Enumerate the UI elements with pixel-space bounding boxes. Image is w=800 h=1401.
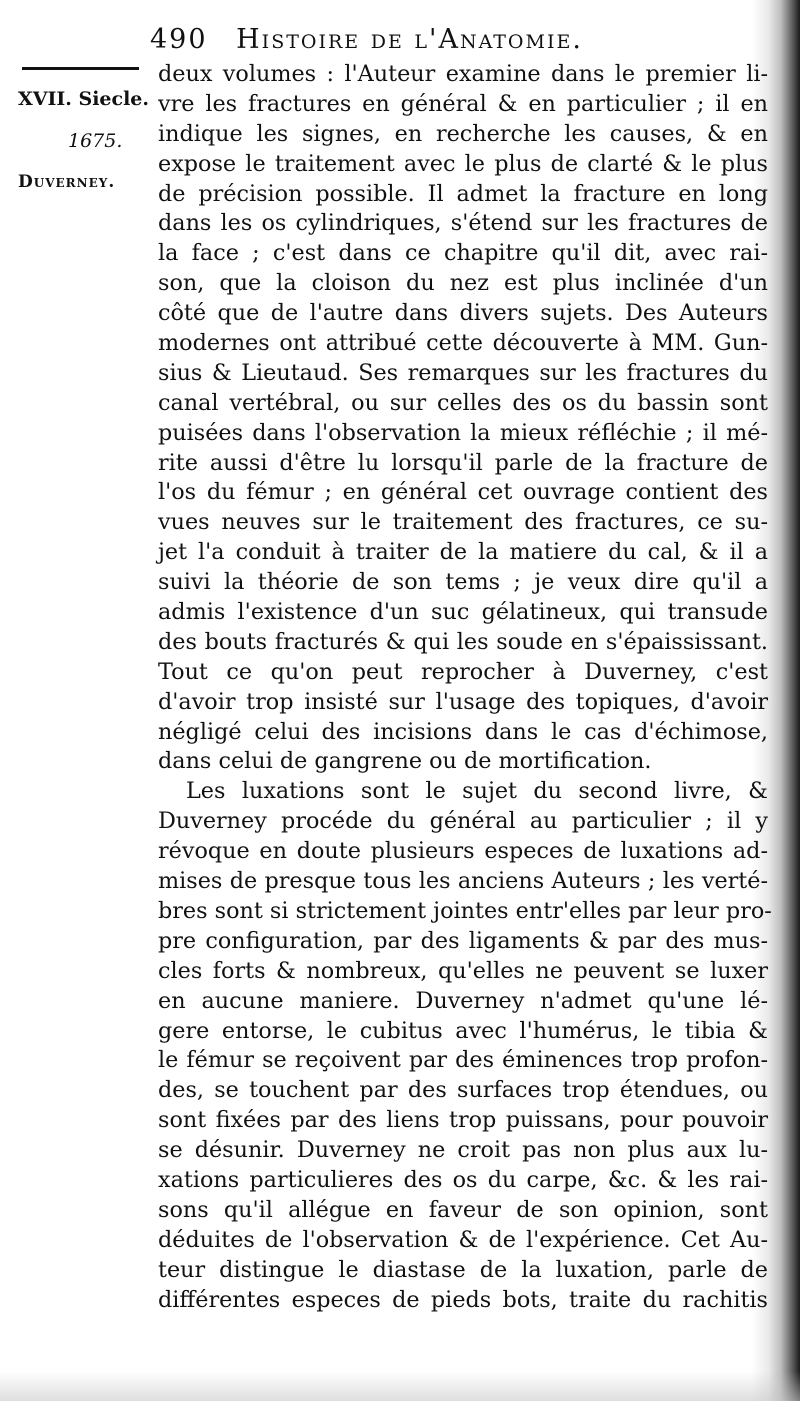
margin-note-author: Duverney. bbox=[18, 172, 116, 192]
text-line: d'avoir trop insisté sur l'usage des topiques, d'avoir bbox=[158, 688, 768, 715]
text-line: sius & Lieutaud. Ses remarques sur les fractures du bbox=[158, 359, 768, 386]
text-line: deux volumes : l'Auteur examine dans le premier li- bbox=[158, 61, 768, 87]
text-line: sons qu'il allégue en faveur de son opinion, sont bbox=[158, 1196, 768, 1223]
text-line: sont fixées par des liens trop puissans, pour pouvoir bbox=[158, 1107, 768, 1134]
text-line: la face ; c'est dans ce chapitre qu'il dit, avec rai- bbox=[158, 240, 768, 267]
text-line: indique les signes, en recherche les causes, & en bbox=[158, 120, 768, 147]
margin-rule bbox=[22, 67, 139, 70]
text-line: jet l'a conduit à traiter de la matiere du cal, & il a bbox=[158, 539, 768, 566]
text-line: cles forts & nombreux, qu'elles ne peuvent se luxer bbox=[158, 957, 768, 984]
text-line: en aucune maniere. Duverney n'admet qu'une lé- bbox=[158, 987, 768, 1014]
text-line: côté que de l'autre dans divers sujets. Des Auteurs bbox=[158, 300, 768, 327]
body-text bbox=[158, 60, 772, 1315]
margin-note-year: 1675. bbox=[68, 130, 123, 152]
page-number: 490 bbox=[150, 24, 208, 55]
scan-bottom-shadow bbox=[0, 1371, 800, 1401]
text-line: Tout ce qu'on peut reprocher à Duverney, c'est bbox=[158, 658, 768, 685]
text-line: bres sont si strictement jointes entr'elles par leur pro- bbox=[158, 897, 772, 924]
text-line: des bouts fracturés & qui les soude en s'épaississant. bbox=[158, 628, 768, 655]
text-line: vues neuves sur le traitement des fractures, ce su- bbox=[158, 509, 768, 536]
text-line: teur distingue le diastase de la luxation, parle de bbox=[158, 1256, 768, 1283]
running-title: Histoire de l'Anatomie. bbox=[236, 24, 583, 55]
text-line: dans celui de gangrene ou de mortification. bbox=[158, 748, 652, 775]
text-line: vre les fractures en général & en particulier ; il en bbox=[158, 90, 768, 117]
text-line: l'os du fémur ; en général cet ouvrage contient des bbox=[158, 479, 768, 506]
margin-note-century: XVII. Siecle. bbox=[18, 88, 150, 110]
text-line: suivi la théorie de son tems ; je veux dire qu'il a bbox=[158, 569, 768, 596]
text-line: xations particulieres des os du carpe, &c. & les rai- bbox=[158, 1166, 768, 1193]
text-line: pre configuration, par des ligaments & par des mus- bbox=[158, 927, 768, 954]
text-line: se désunir. Duverney ne croit pas non plus aux lu- bbox=[158, 1137, 768, 1164]
text-line: Les luxations sont le sujet du second livre, & bbox=[186, 778, 768, 805]
text-line: de précision possible. Il admet la fracture en long bbox=[158, 180, 768, 207]
text-line: modernes ont attribué cette découverte à MM. Gun- bbox=[158, 330, 768, 357]
text-line: puisées dans l'observation la mieux réfléchie ; il mé- bbox=[158, 419, 768, 446]
text-line: son, que la cloison du nez est plus inclinée d'un bbox=[158, 270, 768, 297]
text-line: dans les os cylindriques, s'étend sur les fractures de bbox=[158, 210, 768, 237]
text-line: déduites de l'observation & de l'expérience. Cet Au- bbox=[158, 1226, 768, 1253]
text-line: le fémur se reçoivent par des éminences trop profon- bbox=[158, 1047, 768, 1074]
text-line: révoque en doute plusieurs especes de luxations ad- bbox=[158, 838, 768, 865]
text-line: différentes especes de pieds bots, traite du rachitis bbox=[158, 1286, 768, 1313]
text-line: Duverney procéde du général au particulier ; il y bbox=[158, 808, 768, 835]
text-line: négligé celui des incisions dans le cas d'échimose, bbox=[158, 718, 768, 745]
text-line: expose le traitement avec le plus de clarté & le plus bbox=[158, 150, 768, 177]
text-line: des, se touchent par des surfaces trop étendues, ou bbox=[158, 1077, 768, 1104]
text-line: mises de presque tous les anciens Auteurs ; les verté- bbox=[158, 868, 768, 895]
text-line: rite aussi d'être lu lorsqu'il parle de la fracture de bbox=[158, 449, 768, 476]
text-line: admis l'existence d'un suc gélatineux, qui transude bbox=[158, 599, 768, 626]
running-header bbox=[150, 24, 670, 56]
text-line: gere entorse, le cubitus avec l'humérus, le tibia & bbox=[158, 1017, 768, 1044]
text-line: canal vertébral, ou sur celles des os du bassin sont bbox=[158, 389, 768, 416]
